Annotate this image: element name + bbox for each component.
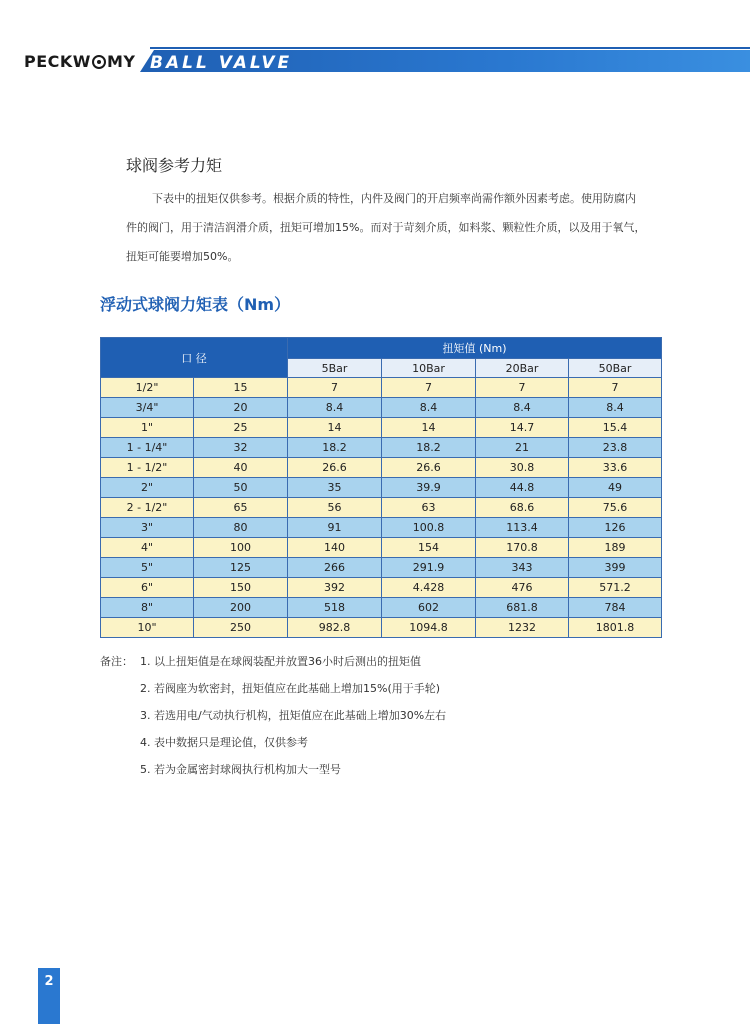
torque-cell: 681.8: [476, 598, 569, 618]
note-item: 4. 表中数据只是理论值，仅供参考: [140, 736, 308, 749]
section-title: 球阀参考力矩: [126, 156, 223, 175]
torque-table: [100, 337, 662, 638]
torque-cell: 8.4: [382, 398, 476, 418]
note-item: 1. 以上扭矩值是在球阀装配并放置36小时后测出的扭矩值: [140, 655, 421, 668]
torque-cell: 14.7: [476, 418, 569, 438]
brand-text-start: PECKW: [24, 52, 91, 71]
torque-cell: 7: [569, 378, 662, 398]
torque-cell: 784: [569, 598, 662, 618]
table-row: [101, 518, 662, 538]
header-pressure: 5Bar: [288, 359, 382, 378]
size-inch-cell: 6": [101, 578, 194, 598]
torque-cell: 1094.8: [382, 618, 476, 638]
size-dn-cell: 50: [194, 478, 288, 498]
header-pressure: 10Bar: [382, 359, 476, 378]
size-inch-cell: 3/4": [101, 398, 194, 418]
size-dn-cell: 65: [194, 498, 288, 518]
torque-cell: 56: [288, 498, 382, 518]
table-title: 浮动式球阀力矩表（Nm）: [100, 295, 291, 314]
note-item: 3. 若选用电/气动执行机构，扭矩值应在此基础上增加30%左右: [140, 709, 447, 722]
torque-cell: 26.6: [288, 458, 382, 478]
torque-cell: 266: [288, 558, 382, 578]
size-inch-cell: 10": [101, 618, 194, 638]
size-inch-cell: 8": [101, 598, 194, 618]
table-row: [101, 378, 662, 398]
size-dn-cell: 25: [194, 418, 288, 438]
torque-cell: 8.4: [288, 398, 382, 418]
header-torque: 扭矩值 (Nm): [288, 338, 662, 359]
torque-cell: 14: [382, 418, 476, 438]
torque-cell: 113.4: [476, 518, 569, 538]
size-dn-cell: 150: [194, 578, 288, 598]
torque-cell: 343: [476, 558, 569, 578]
torque-cell: 399: [569, 558, 662, 578]
brand-text-end: MY: [106, 52, 136, 71]
torque-cell: 75.6: [569, 498, 662, 518]
header-pressure: 20Bar: [476, 359, 569, 378]
torque-cell: 392: [288, 578, 382, 598]
torque-cell: 4.428: [382, 578, 476, 598]
header-size: 口 径: [101, 338, 288, 378]
header-rule: [150, 47, 750, 49]
table-row: [101, 398, 662, 418]
header-pressure: 50Bar: [569, 359, 662, 378]
size-dn-cell: 100: [194, 538, 288, 558]
table-row: [101, 418, 662, 438]
size-inch-cell: 1 - 1/4": [101, 438, 194, 458]
size-dn-cell: 80: [194, 518, 288, 538]
torque-cell: 170.8: [476, 538, 569, 558]
torque-cell: 63: [382, 498, 476, 518]
table-row: [101, 558, 662, 578]
size-inch-cell: 4": [101, 538, 194, 558]
torque-cell: 49: [569, 478, 662, 498]
header-band-title: BALL VALVE: [150, 53, 293, 73]
torque-cell: 189: [569, 538, 662, 558]
intro-paragraph: [126, 184, 666, 271]
size-inch-cell: 2": [101, 478, 194, 498]
table-row: [101, 598, 662, 618]
table-row: [101, 578, 662, 598]
table-row: [101, 458, 662, 478]
torque-cell: 91: [288, 518, 382, 538]
size-dn-cell: 250: [194, 618, 288, 638]
size-dn-cell: 15: [194, 378, 288, 398]
page-header: [0, 44, 750, 78]
torque-cell: 44.8: [476, 478, 569, 498]
torque-cell: 26.6: [382, 458, 476, 478]
table-row: [101, 478, 662, 498]
torque-cell: 291.9: [382, 558, 476, 578]
torque-cell: 35: [288, 478, 382, 498]
size-inch-cell: 1 - 1/2": [101, 458, 194, 478]
torque-cell: 30.8: [476, 458, 569, 478]
torque-cell: 7: [382, 378, 476, 398]
size-inch-cell: 5": [101, 558, 194, 578]
size-dn-cell: 32: [194, 438, 288, 458]
size-inch-cell: 2 - 1/2": [101, 498, 194, 518]
torque-cell: 140: [288, 538, 382, 558]
torque-cell: 476: [476, 578, 569, 598]
torque-cell: 982.8: [288, 618, 382, 638]
torque-cell: 68.6: [476, 498, 569, 518]
page-number: 2: [44, 974, 54, 989]
paragraph-line: 扭矩可能要增加50%。: [126, 250, 239, 263]
paragraph-line: 件的阀门，用于清洁润滑介质，扭矩可增加15%。而对于苛刻介质，如料浆、颗粒性介质，以及用于氧气，: [126, 221, 646, 234]
torque-cell: 518: [288, 598, 382, 618]
brand-logo: [24, 52, 135, 71]
wheel-icon: [92, 55, 106, 69]
torque-cell: 15.4: [569, 418, 662, 438]
torque-cell: 100.8: [382, 518, 476, 538]
torque-cell: 7: [476, 378, 569, 398]
torque-cell: 23.8: [569, 438, 662, 458]
torque-cell: 39.9: [382, 478, 476, 498]
table-row: [101, 438, 662, 458]
size-inch-cell: 1": [101, 418, 194, 438]
note-item: 5. 若为金属密封球阀执行机构加大一型号: [140, 763, 341, 776]
size-inch-cell: 3": [101, 518, 194, 538]
torque-cell: 1232: [476, 618, 569, 638]
size-dn-cell: 125: [194, 558, 288, 578]
torque-cell: 18.2: [288, 438, 382, 458]
page-number-bar: [38, 968, 60, 1024]
size-dn-cell: 40: [194, 458, 288, 478]
note-item: 2. 若阀座为软密封，扭矩值应在此基础上增加15%(用于手轮): [140, 682, 441, 695]
table-row: [101, 538, 662, 558]
size-dn-cell: 20: [194, 398, 288, 418]
table-row: [101, 618, 662, 638]
torque-cell: 14: [288, 418, 382, 438]
size-dn-cell: 200: [194, 598, 288, 618]
torque-cell: 33.6: [569, 458, 662, 478]
torque-cell: 7: [288, 378, 382, 398]
torque-cell: 18.2: [382, 438, 476, 458]
paragraph-line: 下表中的扭矩仅供参考。根据介质的特性，内件及阀门的开启频率尚需作额外因素考虑。使用防腐内: [152, 192, 636, 205]
torque-cell: 571.2: [569, 578, 662, 598]
torque-cell: 8.4: [569, 398, 662, 418]
torque-cell: 126: [569, 518, 662, 538]
notes-label: 备注：: [100, 655, 133, 668]
torque-cell: 8.4: [476, 398, 569, 418]
torque-cell: 154: [382, 538, 476, 558]
torque-cell: 602: [382, 598, 476, 618]
size-inch-cell: 1/2": [101, 378, 194, 398]
torque-cell: 21: [476, 438, 569, 458]
table-row: [101, 498, 662, 518]
torque-cell: 1801.8: [569, 618, 662, 638]
